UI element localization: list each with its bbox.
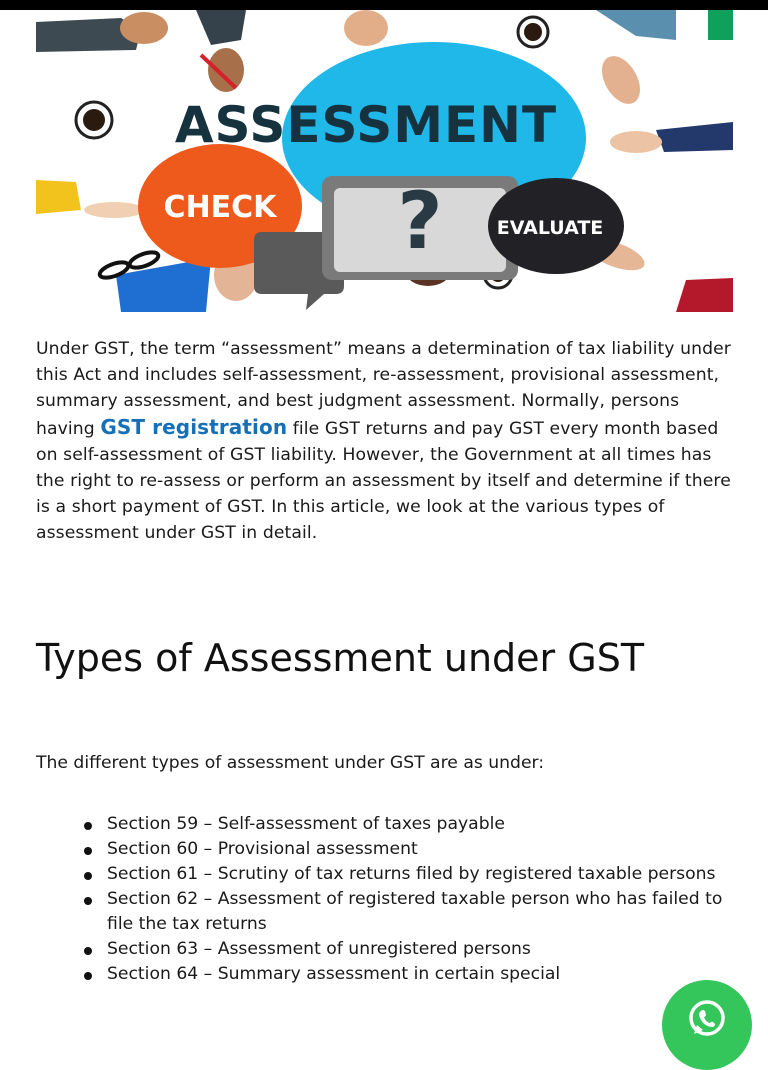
gst-registration-link[interactable]: GST registration [100, 415, 288, 439]
list-item: Section 64 – Summary assessment in certain special [36, 962, 736, 987]
hero-question-mark: ? [397, 177, 443, 267]
bullet-icon [84, 947, 92, 955]
bullet-icon [84, 872, 92, 880]
hero-title: ASSESSMENT [174, 96, 558, 154]
hero-check-label: CHECK [163, 190, 277, 225]
section-lead: The different types of assessment under GST are as under: [36, 753, 545, 773]
assessment-types-list [36, 812, 736, 987]
bullet-icon [84, 822, 92, 830]
top-status-bar [0, 0, 768, 10]
intro-paragraph [36, 336, 736, 546]
bullet-icon [84, 897, 92, 905]
list-item: Section 62 – Assessment of registered taxable person who has failed to file the tax returns [36, 887, 736, 937]
list-item: Section 60 – Provisional assessment [36, 837, 736, 862]
intro-text-part1: Under GST, the term “assessment” means a determination of tax liability under this Act and includes self-assessment, re-assessment, provisional assessment, summary assessment, and best judgment assessment. Normally, persons having [36, 339, 731, 439]
whatsapp-chat-button[interactable] [662, 980, 752, 1070]
section-heading: Types of Assessment under GST [36, 636, 645, 680]
intro-text-part2: file GST returns and pay GST every month based on self-assessment of GST liability. However, the Government at all times has the right to re-assess or perform an assessment by itself and determine if there is a short payment of GST. In this article, we look at the various types of assessment under GST in detail. [36, 419, 731, 543]
list-item: Section 59 – Self-assessment of taxes payable [36, 812, 736, 837]
hero-illustration [36, 10, 733, 312]
hero-evaluate-label: EVALUATE [496, 217, 604, 239]
bullet-icon [84, 847, 92, 855]
list-item: Section 61 – Scrutiny of tax returns filed by registered taxable persons [36, 862, 736, 887]
whatsapp-icon [685, 996, 729, 1040]
list-item: Section 63 – Assessment of unregistered persons [36, 937, 736, 962]
bullet-icon [84, 972, 92, 980]
